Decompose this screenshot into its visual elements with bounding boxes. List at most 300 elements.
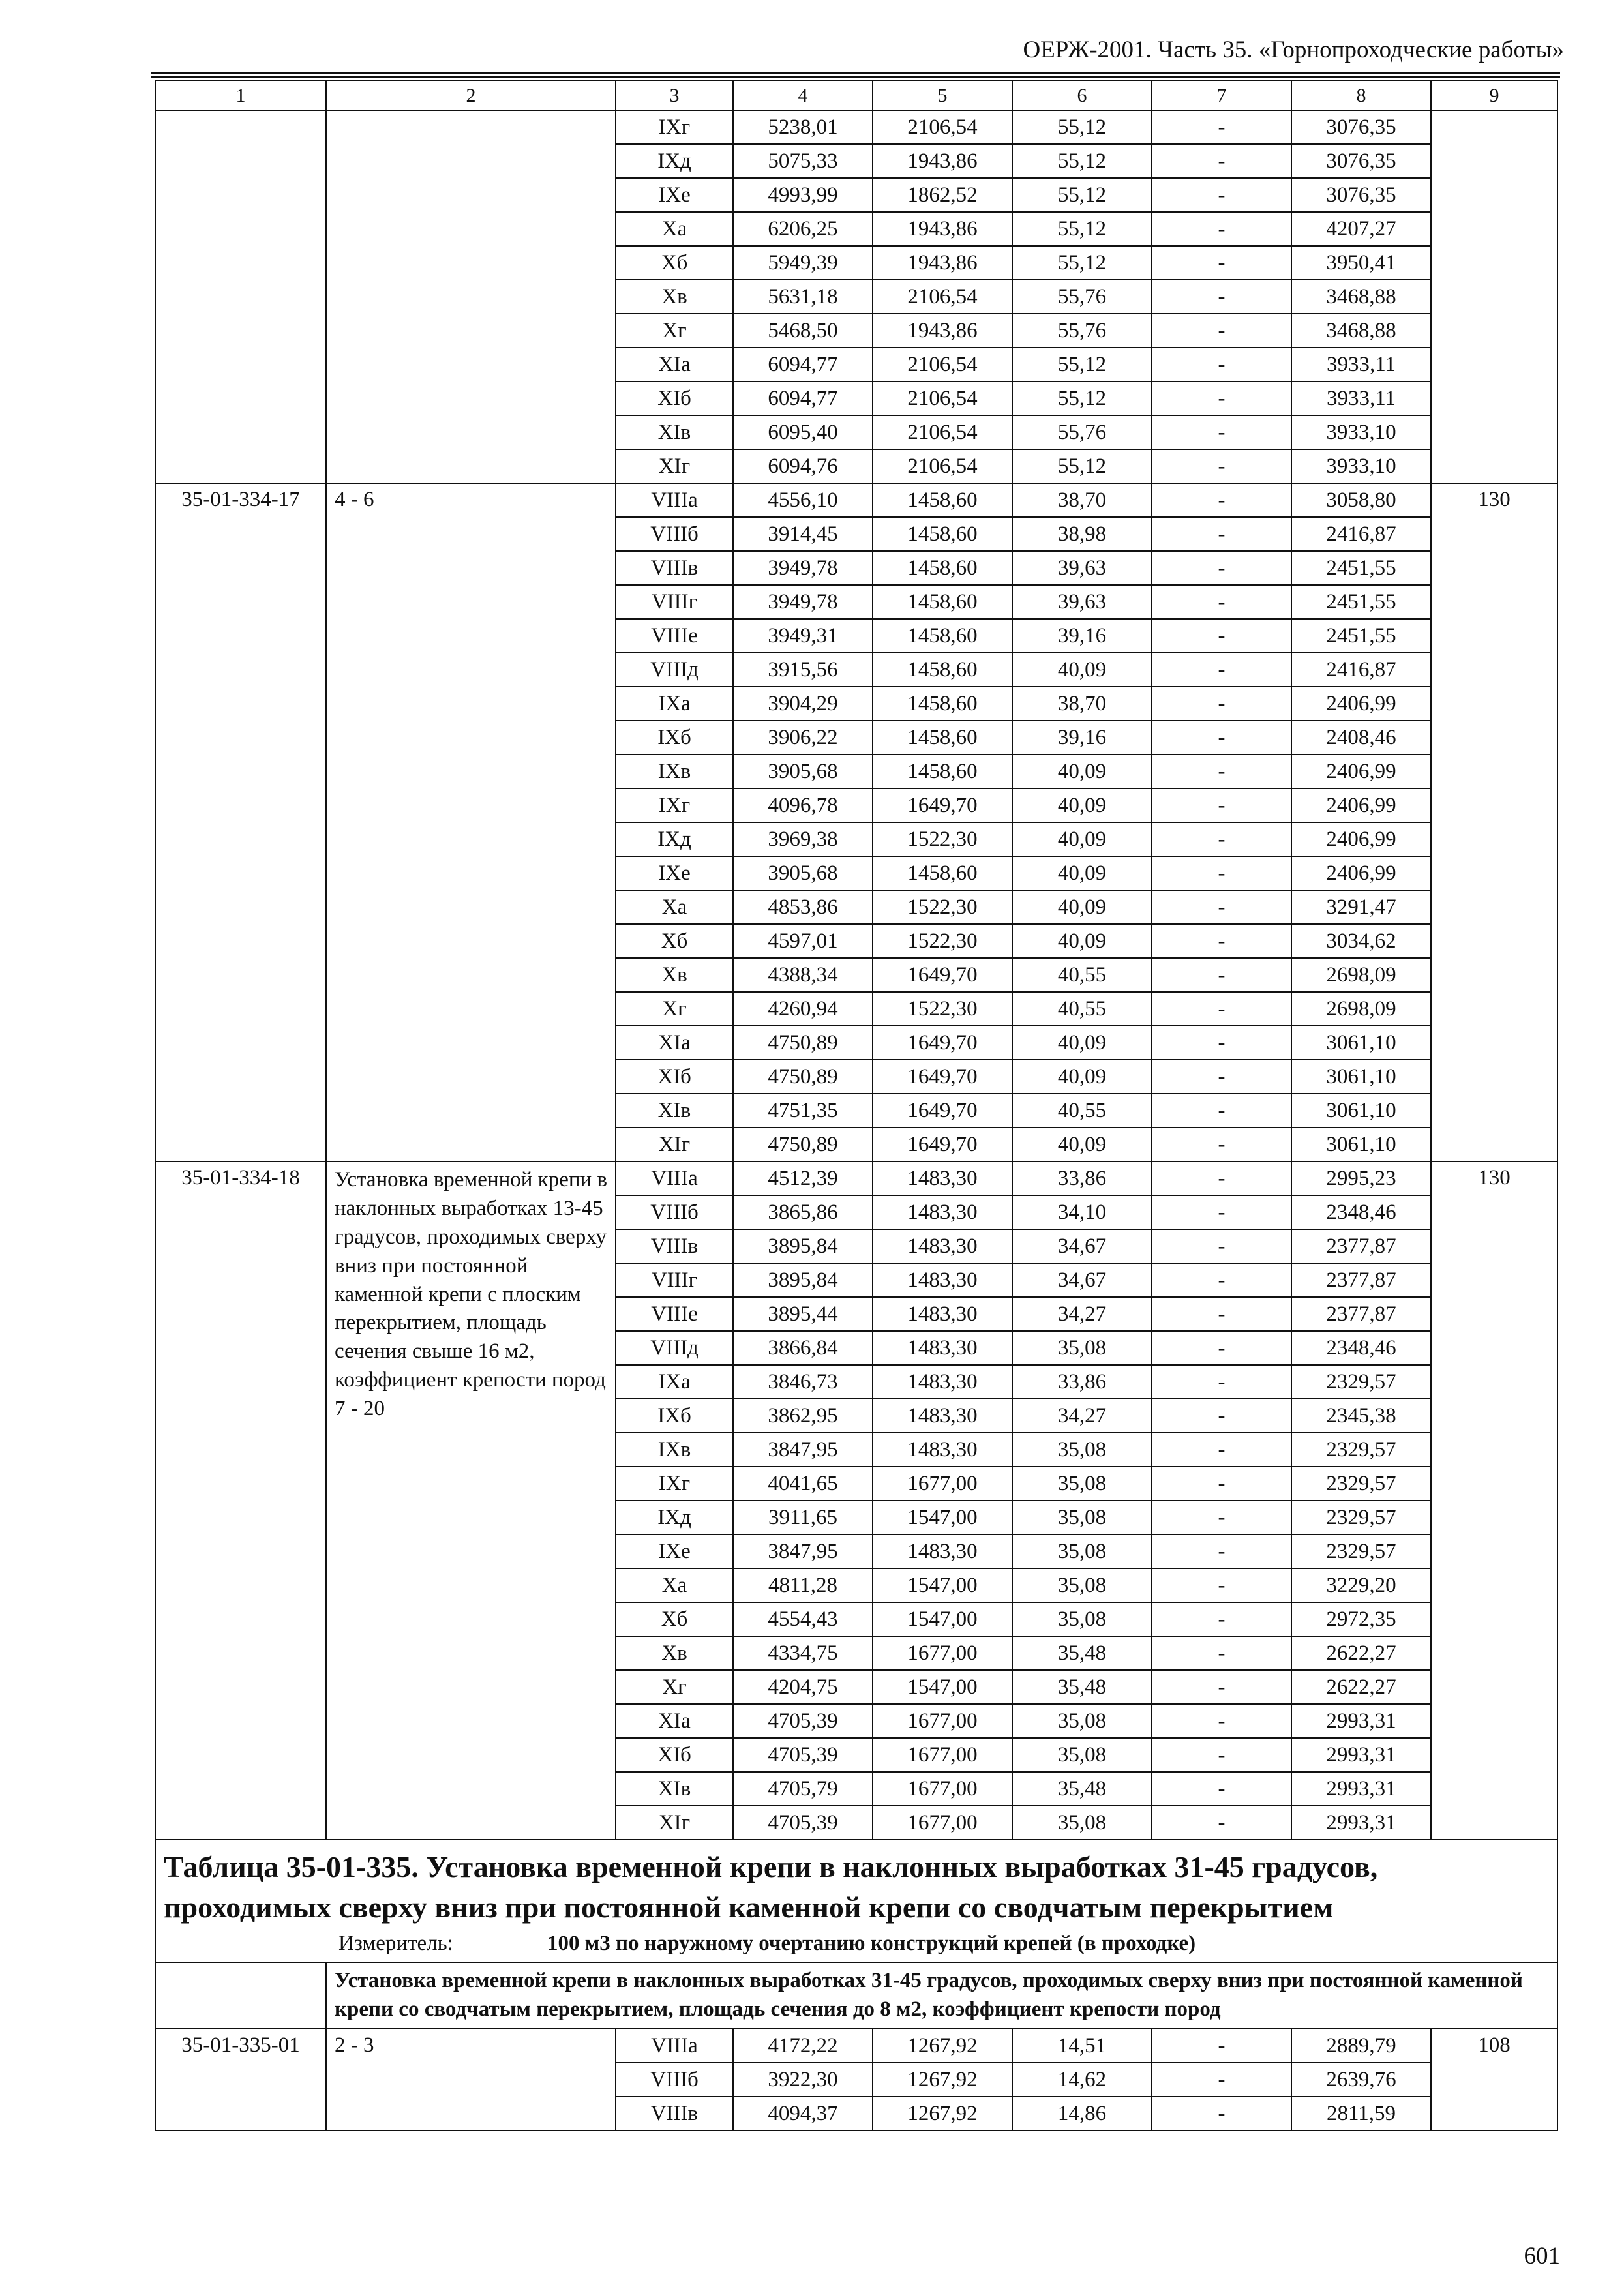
table-cell: -	[1152, 1467, 1291, 1501]
table-cell: Xг	[616, 992, 733, 1026]
work-description	[326, 110, 616, 483]
table-cell: Xа	[616, 1568, 733, 1602]
column-number: 8	[1291, 80, 1431, 110]
table-cell: -	[1152, 449, 1291, 483]
table-cell: IXд	[616, 144, 733, 178]
table-cell: 2993,31	[1291, 1704, 1431, 1738]
table-cell: 4750,89	[733, 1128, 873, 1161]
table-cell: 35,08	[1012, 1704, 1152, 1738]
table-cell: 2408,46	[1291, 721, 1431, 755]
table-cell: 3911,65	[733, 1501, 873, 1534]
table-cell: 14,62	[1012, 2063, 1152, 2097]
table-cell: 2348,46	[1291, 1331, 1431, 1365]
table-cell: 3468,88	[1291, 314, 1431, 348]
table-cell: 35,08	[1012, 1501, 1152, 1534]
table-cell: 1483,30	[873, 1365, 1012, 1399]
table-cell: IXе	[616, 178, 733, 212]
table-cell: 2345,38	[1291, 1399, 1431, 1433]
table-cell: 35,08	[1012, 1602, 1152, 1636]
table-cell: 35,48	[1012, 1772, 1152, 1806]
column-9-value: 130	[1431, 1161, 1557, 1840]
table-cell: -	[1152, 1399, 1291, 1433]
table-cell: -	[1152, 1568, 1291, 1602]
table-cell: -	[1152, 144, 1291, 178]
table-cell: XIв	[616, 415, 733, 449]
table-cell: Xв	[616, 1636, 733, 1670]
table-cell: 1483,30	[873, 1195, 1012, 1229]
table-cell: 39,63	[1012, 585, 1152, 619]
table-cell: 1547,00	[873, 1670, 1012, 1704]
table-cell: 1458,60	[873, 551, 1012, 585]
table-cell: 3949,78	[733, 551, 873, 585]
table-cell: -	[1152, 1060, 1291, 1094]
table-cell: Xг	[616, 1670, 733, 1704]
table-cell: 2377,87	[1291, 1263, 1431, 1297]
table-cell: 34,27	[1012, 1399, 1152, 1433]
table-cell: Xв	[616, 958, 733, 992]
table-cell: -	[1152, 1195, 1291, 1229]
table-cell: 1649,70	[873, 1060, 1012, 1094]
table-cell: 4094,37	[733, 2097, 873, 2131]
column-9-value: 108	[1431, 2029, 1557, 2131]
table-cell: 1649,70	[873, 788, 1012, 822]
column-number: 9	[1431, 80, 1557, 110]
table-cell: 3933,11	[1291, 348, 1431, 382]
table-cell: VIIIа	[616, 483, 733, 517]
table-cell: 3915,56	[733, 653, 873, 687]
table-cell: 5468,50	[733, 314, 873, 348]
table-cell: 1483,30	[873, 1297, 1012, 1331]
table-cell: 3076,35	[1291, 110, 1431, 144]
table-cell: VIIIд	[616, 1331, 733, 1365]
table-cell: 3061,10	[1291, 1060, 1431, 1094]
norms-table	[155, 80, 1558, 2131]
table-cell: 3076,35	[1291, 178, 1431, 212]
table-cell: 1458,60	[873, 619, 1012, 653]
table-cell: 1522,30	[873, 822, 1012, 856]
table-cell: 3291,47	[1291, 890, 1431, 924]
table-cell: 2993,31	[1291, 1806, 1431, 1840]
table-cell: 3949,78	[733, 585, 873, 619]
table-cell: 3846,73	[733, 1365, 873, 1399]
table-cell: -	[1152, 788, 1291, 822]
table-row	[155, 1161, 1557, 1195]
measure-value: 100 м3 по наружному очертанию конструкций крепей (в проходке)	[547, 1932, 1196, 1956]
table-335-heading-row	[155, 1840, 1557, 1962]
table-cell: 55,12	[1012, 449, 1152, 483]
table-cell: -	[1152, 619, 1291, 653]
table-cell: 35,08	[1012, 1806, 1152, 1840]
table-cell: 4172,22	[733, 2029, 873, 2063]
table-cell: 40,09	[1012, 653, 1152, 687]
table-cell: IXг	[616, 110, 733, 144]
header-rule-thin	[151, 76, 1560, 78]
column-number: 2	[326, 80, 616, 110]
table-cell: 4334,75	[733, 1636, 873, 1670]
table-cell: 55,12	[1012, 348, 1152, 382]
table-cell: 3950,41	[1291, 246, 1431, 280]
table-cell: 3076,35	[1291, 144, 1431, 178]
table-cell: Xб	[616, 246, 733, 280]
table-cell: 3229,20	[1291, 1568, 1431, 1602]
table-cell: -	[1152, 992, 1291, 1026]
table-cell: 2622,27	[1291, 1636, 1431, 1670]
table-cell: 1458,60	[873, 687, 1012, 721]
table-cell: -	[1152, 280, 1291, 314]
table-cell: 3895,44	[733, 1297, 873, 1331]
column-number: 7	[1152, 80, 1291, 110]
table-cell: 4705,39	[733, 1704, 873, 1738]
table-cell: 1483,30	[873, 1161, 1012, 1195]
table-cell: 1649,70	[873, 958, 1012, 992]
table-cell: -	[1152, 585, 1291, 619]
table-cell: IXв	[616, 755, 733, 788]
table-cell: 40,09	[1012, 755, 1152, 788]
table-cell: 3914,45	[733, 517, 873, 551]
table-cell: VIIIд	[616, 653, 733, 687]
table-cell: 39,63	[1012, 551, 1152, 585]
table-cell: -	[1152, 1534, 1291, 1568]
table-cell: -	[1152, 1602, 1291, 1636]
table-cell: 4853,86	[733, 890, 873, 924]
table-cell: 39,16	[1012, 619, 1152, 653]
table-cell: XIб	[616, 1738, 733, 1772]
table-row	[155, 110, 1557, 144]
table-cell: 4556,10	[733, 483, 873, 517]
table-cell: 2106,54	[873, 382, 1012, 415]
table-cell: 4204,75	[733, 1670, 873, 1704]
table-cell: 1677,00	[873, 1467, 1012, 1501]
table-cell: XIг	[616, 1128, 733, 1161]
table-cell: 4750,89	[733, 1026, 873, 1060]
table-cell: 1458,60	[873, 585, 1012, 619]
table-cell: -	[1152, 483, 1291, 517]
table-cell: 1522,30	[873, 992, 1012, 1026]
table-cell: 2406,99	[1291, 788, 1431, 822]
table-cell: -	[1152, 1670, 1291, 1704]
table-cell: 3949,31	[733, 619, 873, 653]
table-cell: 1943,86	[873, 144, 1012, 178]
table-cell: 2698,09	[1291, 992, 1431, 1026]
table-cell: -	[1152, 1094, 1291, 1128]
table-cell: 2698,09	[1291, 958, 1431, 992]
work-description: 4 - 6	[326, 483, 616, 1161]
table-cell: 2406,99	[1291, 755, 1431, 788]
table-cell: -	[1152, 246, 1291, 280]
table-cell: 2329,57	[1291, 1433, 1431, 1467]
work-description: Установка временной крепи в наклонных выработках 13-45 градусов, проходимых сверху вниз при постоянной каменной крепи с плоским перекрытием, площадь сечения свыше 16 м2, коэффициент крепости пород 7 - 20	[326, 1161, 616, 1840]
table-cell: 2451,55	[1291, 551, 1431, 585]
table-cell: 2377,87	[1291, 1229, 1431, 1263]
table-cell: VIIIа	[616, 1161, 733, 1195]
table-cell: 1547,00	[873, 1501, 1012, 1534]
table-cell: -	[1152, 1806, 1291, 1840]
table-cell: XIб	[616, 382, 733, 415]
table-cell: -	[1152, 958, 1291, 992]
table-cell: 1649,70	[873, 1026, 1012, 1060]
table-cell: 1862,52	[873, 178, 1012, 212]
table-cell: IXв	[616, 1433, 733, 1467]
table-cell: 3468,88	[1291, 280, 1431, 314]
table-cell: -	[1152, 2097, 1291, 2131]
table-cell: 2106,54	[873, 415, 1012, 449]
table-cell: -	[1152, 382, 1291, 415]
table-cell: VIIIб	[616, 1195, 733, 1229]
table-cell: 35,48	[1012, 1670, 1152, 1704]
table-cell: 5075,33	[733, 144, 873, 178]
table-cell: 4096,78	[733, 788, 873, 822]
table-cell: 2416,87	[1291, 653, 1431, 687]
table-cell: 40,09	[1012, 924, 1152, 958]
page-number: 601	[1524, 2243, 1560, 2269]
table-cell: 1483,30	[873, 1399, 1012, 1433]
table-cell: -	[1152, 314, 1291, 348]
table-cell: 14,86	[1012, 2097, 1152, 2131]
table-cell: 40,09	[1012, 890, 1152, 924]
rate-code: 35-01-334-17	[155, 483, 326, 1161]
table-cell: 40,09	[1012, 822, 1152, 856]
table-cell: IXг	[616, 1467, 733, 1501]
table-cell: -	[1152, 1738, 1291, 1772]
table-cell: Xб	[616, 1602, 733, 1636]
column-number: 6	[1012, 80, 1152, 110]
table-cell: 3058,80	[1291, 483, 1431, 517]
table-cell: 34,27	[1012, 1297, 1152, 1331]
table-cell: 1267,92	[873, 2097, 1012, 2131]
table-cell: 55,12	[1012, 178, 1152, 212]
rate-code: 35-01-334-18	[155, 1161, 326, 1840]
table-cell: 55,76	[1012, 314, 1152, 348]
table-cell: -	[1152, 517, 1291, 551]
table-cell: 2106,54	[873, 449, 1012, 483]
table-cell: -	[1152, 856, 1291, 890]
table-cell: -	[1152, 2029, 1291, 2063]
table-cell: -	[1152, 348, 1291, 382]
table-cell: 6094,77	[733, 382, 873, 415]
table-cell: Xа	[616, 212, 733, 246]
table-cell: 3905,68	[733, 856, 873, 890]
table-cell: 35,08	[1012, 1738, 1152, 1772]
table-cell: -	[1152, 1297, 1291, 1331]
table-cell: 38,98	[1012, 517, 1152, 551]
column-number: 4	[733, 80, 873, 110]
table-cell: 3061,10	[1291, 1128, 1431, 1161]
table-cell: 4811,28	[733, 1568, 873, 1602]
table-cell: -	[1152, 924, 1291, 958]
table-cell: 4705,39	[733, 1806, 873, 1840]
table-cell: 40,09	[1012, 1128, 1152, 1161]
table-cell: 1458,60	[873, 755, 1012, 788]
table-cell: 1267,92	[873, 2063, 1012, 2097]
work-description: 2 - 3	[326, 2029, 616, 2131]
table-cell: 6206,25	[733, 212, 873, 246]
column-9-value	[1431, 110, 1557, 483]
table-cell: 2329,57	[1291, 1365, 1431, 1399]
table-cell: 40,09	[1012, 1026, 1152, 1060]
table-cell: XIа	[616, 348, 733, 382]
table-cell: VIIIв	[616, 2097, 733, 2131]
table-cell: 4388,34	[733, 958, 873, 992]
table-cell: 1522,30	[873, 924, 1012, 958]
table-cell: 1483,30	[873, 1331, 1012, 1365]
table-cell: 35,08	[1012, 1331, 1152, 1365]
table-cell: VIIIб	[616, 517, 733, 551]
table-cell: VIIIе	[616, 619, 733, 653]
table-cell: 2406,99	[1291, 856, 1431, 890]
table-cell: 3895,84	[733, 1263, 873, 1297]
table-cell: -	[1152, 110, 1291, 144]
table-cell: 35,48	[1012, 1636, 1152, 1670]
table-cell: 1649,70	[873, 1094, 1012, 1128]
table-cell: -	[1152, 415, 1291, 449]
table-cell: -	[1152, 2063, 1291, 2097]
table-cell: 39,16	[1012, 721, 1152, 755]
table-cell: -	[1152, 1263, 1291, 1297]
table-cell: 1677,00	[873, 1772, 1012, 1806]
table-cell: IXб	[616, 721, 733, 755]
table-cell: 35,08	[1012, 1568, 1152, 1602]
table-cell: 1943,86	[873, 246, 1012, 280]
table-cell: 3933,10	[1291, 449, 1431, 483]
table-cell: -	[1152, 1772, 1291, 1806]
table-cell: 1483,30	[873, 1263, 1012, 1297]
table-cell: 1677,00	[873, 1704, 1012, 1738]
table-cell: 6095,40	[733, 415, 873, 449]
table-cell: Xб	[616, 924, 733, 958]
table-cell: 1943,86	[873, 212, 1012, 246]
table-cell: 34,67	[1012, 1263, 1152, 1297]
table-cell: VIIIг	[616, 1263, 733, 1297]
table-cell: XIг	[616, 1806, 733, 1840]
subheader-row	[155, 1962, 1557, 2029]
table-cell: 1649,70	[873, 1128, 1012, 1161]
table-cell: -	[1152, 178, 1291, 212]
table-cell: -	[1152, 551, 1291, 585]
table-cell: 3034,62	[1291, 924, 1431, 958]
table-cell: 5949,39	[733, 246, 873, 280]
table-cell: 4041,65	[733, 1467, 873, 1501]
header-rule	[151, 72, 1560, 74]
table-cell: 5238,01	[733, 110, 873, 144]
rate-code: 35-01-335-01	[155, 2029, 326, 2131]
norms-table-wrapper	[155, 80, 1557, 2131]
table-cell: 40,09	[1012, 1060, 1152, 1094]
table-cell: 4260,94	[733, 992, 873, 1026]
table-cell: IXе	[616, 856, 733, 890]
table-cell: VIIIе	[616, 1297, 733, 1331]
table-cell: -	[1152, 1636, 1291, 1670]
table-cell: 4512,39	[733, 1161, 873, 1195]
table-cell: VIIIв	[616, 551, 733, 585]
table-cell: -	[1152, 1161, 1291, 1195]
table-cell: -	[1152, 822, 1291, 856]
table-cell: 55,76	[1012, 280, 1152, 314]
table-cell: IXб	[616, 1399, 733, 1433]
table-cell: 3061,10	[1291, 1026, 1431, 1060]
table-cell: 6094,77	[733, 348, 873, 382]
table-row	[155, 483, 1557, 517]
table-cell: 33,86	[1012, 1161, 1152, 1195]
table-cell: 2995,23	[1291, 1161, 1431, 1195]
column-number: 5	[873, 80, 1012, 110]
table-cell: 14,51	[1012, 2029, 1152, 2063]
table-cell: 1677,00	[873, 1738, 1012, 1772]
table-cell: 1458,60	[873, 721, 1012, 755]
table-cell: -	[1152, 1026, 1291, 1060]
table-cell: 1547,00	[873, 1568, 1012, 1602]
table-cell: XIа	[616, 1026, 733, 1060]
table-cell: 1483,30	[873, 1433, 1012, 1467]
table-cell: 2451,55	[1291, 585, 1431, 619]
table-cell: IXд	[616, 1501, 733, 1534]
table-cell: 55,12	[1012, 382, 1152, 415]
table-cell: 55,12	[1012, 110, 1152, 144]
table-cell: 3906,22	[733, 721, 873, 755]
table-cell: 40,55	[1012, 992, 1152, 1026]
table-cell: IXа	[616, 687, 733, 721]
rate-code	[155, 110, 326, 483]
table-cell: VIIIб	[616, 2063, 733, 2097]
running-header: ОЕРЖ-2001. Часть 35. «Горнопроходческие работы»	[1023, 37, 1564, 63]
table-cell: 34,67	[1012, 1229, 1152, 1263]
table-cell: 40,55	[1012, 958, 1152, 992]
table-cell: 2406,99	[1291, 822, 1431, 856]
table-cell: XIв	[616, 1094, 733, 1128]
table-cell: 1483,30	[873, 1534, 1012, 1568]
measure-line	[164, 1932, 1549, 1955]
table-cell: 38,70	[1012, 483, 1152, 517]
table-cell: 4597,01	[733, 924, 873, 958]
table-cell: 6094,76	[733, 449, 873, 483]
table-cell: 4705,39	[733, 1738, 873, 1772]
table-cell: 35,08	[1012, 1534, 1152, 1568]
table-cell: 55,12	[1012, 144, 1152, 178]
table-cell: 3847,95	[733, 1534, 873, 1568]
table-cell: 1267,92	[873, 2029, 1012, 2063]
subheader-text: Установка временной крепи в наклонных выработках 31-45 градусов, проходимых сверху вниз при постоянной каменной крепи со сводчатым перекрытием, площадь сечения до 8 м2, коэффициент крепости пород	[326, 1962, 1557, 2029]
table-cell: -	[1152, 1501, 1291, 1534]
table-cell: -	[1152, 1128, 1291, 1161]
table-cell: 55,12	[1012, 212, 1152, 246]
table-cell: 4705,79	[733, 1772, 873, 1806]
table-cell: 40,09	[1012, 856, 1152, 890]
table-cell: 3061,10	[1291, 1094, 1431, 1128]
table-cell: 2451,55	[1291, 619, 1431, 653]
table-cell: -	[1152, 755, 1291, 788]
table-cell: 2622,27	[1291, 1670, 1431, 1704]
table-cell: 3922,30	[733, 2063, 873, 2097]
column-9-value: 130	[1431, 483, 1557, 1161]
table-cell: 2377,87	[1291, 1297, 1431, 1331]
table-cell: 55,12	[1012, 246, 1152, 280]
table-cell: IXа	[616, 1365, 733, 1399]
table-cell: 3895,84	[733, 1229, 873, 1263]
table-cell: 3933,10	[1291, 415, 1431, 449]
table-cell: 3866,84	[733, 1331, 873, 1365]
table-cell: -	[1152, 890, 1291, 924]
table-cell: Xг	[616, 314, 733, 348]
table-cell: 3865,86	[733, 1195, 873, 1229]
table-cell: 4993,99	[733, 178, 873, 212]
table-cell: 1458,60	[873, 856, 1012, 890]
column-numbers-row	[155, 80, 1557, 110]
table-cell: -	[1152, 721, 1291, 755]
table-cell: Xа	[616, 890, 733, 924]
table-cell: 1547,00	[873, 1602, 1012, 1636]
table-cell: 1677,00	[873, 1806, 1012, 1840]
table-cell: 2106,54	[873, 280, 1012, 314]
table-cell: Xв	[616, 280, 733, 314]
